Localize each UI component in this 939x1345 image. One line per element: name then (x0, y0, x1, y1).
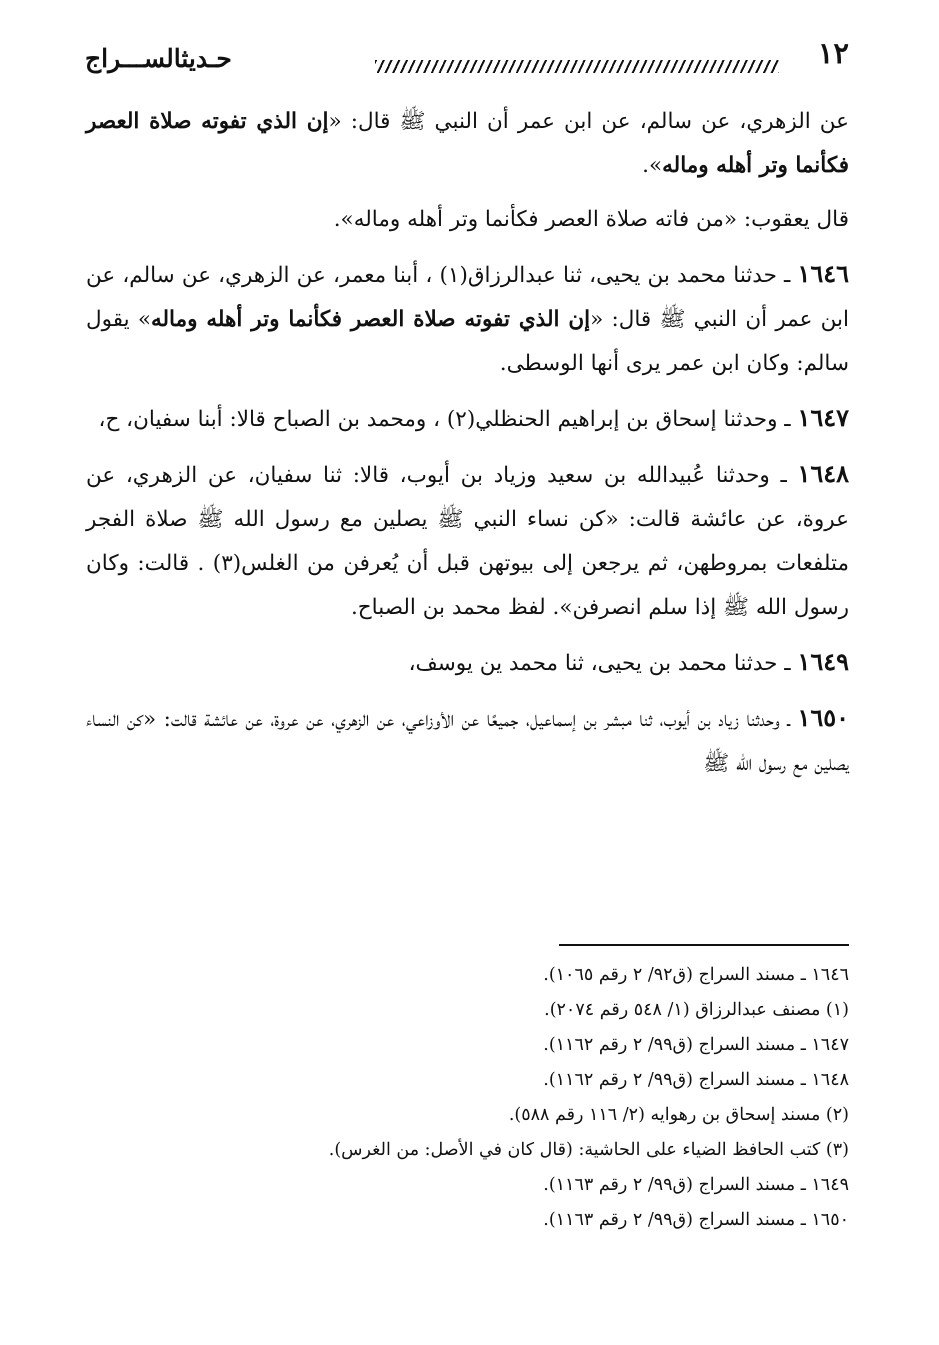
text-segment: » يقول سالم: وكان ابن عمر يرى أنها الوسطى. (86, 307, 849, 376)
text-segment: ـ حدثنا محمد بن يحيى، ثنا عبدالرزاق(١) ، أبنا معمر، عن الزهري، عن سالم، عن ابن عمر أن النبي ﷺ قال: « (86, 263, 850, 332)
page-number: ١٢ (817, 36, 849, 70)
text-segment: ـ وحدثنا عُبيدالله بن سعيد وزياد بن أيوب، قالا: ثنا سفيان، عن الزهري، عن عروة، عن عائشة قالت: «كن نساء النبي ﷺ يصلين مع رسول الله ﷺ صلاة الفجر متلفعات بمروطهن، ثم يرجعن إلى بيوتهن قبل أن يُعرفن من الغلس(٣) . قالت: وكان رسول الله ﷺ إذا سلم انصرفن». لفظ محمد بن الصباح. (86, 463, 850, 620)
text-segment: عن الزهري، عن سالم، عن ابن عمر أن النبي ﷺ قال: « (328, 109, 849, 134)
paragraph (86, 198, 849, 242)
paragraph (86, 640, 849, 686)
text-segment: ـ وحدثنا زياد بن أيوب، ثنا مبشر بن إسماعيل، جميعًا عن الأوزاعي، عن الزهري، عن عروة، عن عائشة قالت: «كن النساء يصلين مع رسول الله ﷺ (86, 707, 849, 776)
text-segment: ـ حدثنا محمد بن يحيى، ثنا محمد ين يوسف، (408, 651, 798, 676)
footnote-line: (١) مصنف عبدالرزاق (١/ ٥٤٨ رقم ٢٠٧٤). (544, 1000, 849, 1020)
paragraph (86, 452, 849, 630)
paragraph (86, 696, 849, 786)
entry-number: ١٦٤٧ (797, 403, 849, 432)
footnote-line: ١٦٥٠ ـ مسند السراج (ق٩٩/ ٢ رقم ١١٦٣). (543, 1210, 849, 1230)
paragraph (86, 396, 849, 442)
entry-number: ١٦٤٦ (797, 259, 850, 288)
header-hatched-rule (375, 60, 779, 73)
hadith-quote: إن الذي تفوته صلاة العصر فكأنما وتر أهله وماله (86, 109, 849, 178)
entry-number: ١٦٤٩ (797, 647, 849, 676)
text-segment: ». (642, 153, 663, 178)
paragraph (86, 100, 849, 188)
footnote-line: ١٦٤٦ ـ مسند السراج (ق٩٢/ ٢ رقم ١٠٦٥). (543, 965, 849, 985)
paragraph (86, 252, 849, 386)
footnote-separator (559, 944, 849, 946)
text-segment: قال يعقوب: «من فاته صلاة العصر فكأنما وتر أهله وماله». (333, 207, 849, 232)
entry-number: ١٦٥٠ (797, 703, 849, 732)
footnote-line: ١٦٤٧ ـ مسند السراج (ق٩٩/ ٢ رقم ١١٦٢). (543, 1035, 849, 1055)
footnote-line: ١٦٤٩ ـ مسند السراج (ق٩٩/ ٢ رقم ١١٦٣). (543, 1175, 849, 1195)
running-title: حـديثالســـراج (85, 44, 232, 73)
footnote-line: (٣) كتب الحافظ الضياء على الحاشية: (قال كان في الأصل: من الغرس). (328, 1140, 849, 1160)
main-text (86, 100, 849, 796)
text-segment: ـ وحدثنا إسحاق بن إبراهيم الحنظلي(٢) ، ومحمد بن الصباح قالا: أبنا سفيان، ح، (98, 407, 798, 432)
footnote-line: ١٦٤٨ ـ مسند السراج (ق٩٩/ ٢ رقم ١١٦٢). (543, 1070, 849, 1090)
hadith-quote: إن الذي تفوته صلاة العصر فكأنما وتر أهله وماله (150, 307, 591, 332)
footnotes (120, 958, 849, 1238)
page-header (85, 30, 849, 90)
entry-number: ١٦٤٨ (797, 459, 849, 488)
footnote-line: (٢) مسند إسحاق بن رهوايه (٢/ ١١٦ رقم ٥٨٨). (508, 1105, 849, 1125)
